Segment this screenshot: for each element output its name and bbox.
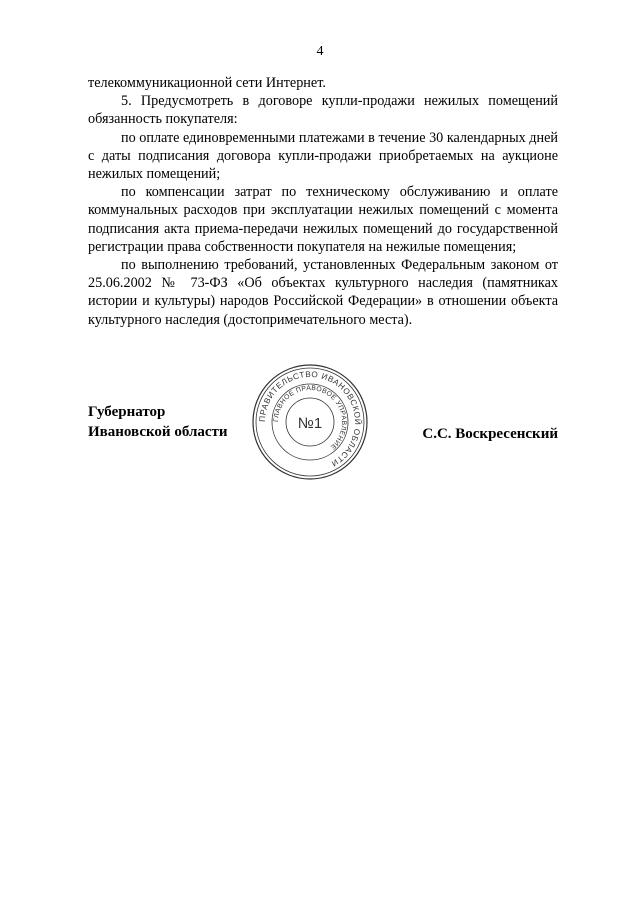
signatory-name: С.С. Воскресенский [422,426,558,442]
paragraph-requirements: по выполнению требований, установленных Федеральным законом от 25.06.2002 № 73-ФЗ «Об объектах культурного наследия (памятниках истории и культуры) народов Российской Федерации» в отношении объекта культурного наследия (достопримечательного места). [88,257,558,328]
paragraph-continuation: телекоммуникационной сети Интернет. [88,75,326,91]
signatory-title-line1: Губернатор [88,404,166,420]
paragraph-item-5: 5. Предусмотреть в договоре купли-продажи нежилых помещений обязанность покупателя: [88,93,558,128]
signatory-title-line2: Ивановской области [88,424,228,440]
seal-inner-text: ГЛАВНОЕ ПРАВОВОЕ УПРАВЛЕНИЕ [272,384,348,451]
seal-outer-text: ПРАВИТЕЛЬСТВО ИВАНОВСКОЙ ОБЛАСТИ [257,369,363,469]
document-body [88,74,558,329]
signatory-title [88,402,228,442]
official-seal [250,362,370,482]
page-number: 4 [316,44,324,59]
paragraph-payment: по оплате единовременными платежами в течение 30 календарных дней с даты подписания договора купли-продажи приобретаемых на аукционе нежилых помещений; [88,129,558,183]
seal-center-number: №1 [297,415,323,432]
paragraph-compensation: по компенсации затрат по техническому обслуживанию и оплате коммунальных расходов при эксплуатации нежилых помещений с момента подписания акта приема-передачи нежилых помещений до государственной регистрации права собственности покупателя на нежилые помещения; [88,184,558,255]
